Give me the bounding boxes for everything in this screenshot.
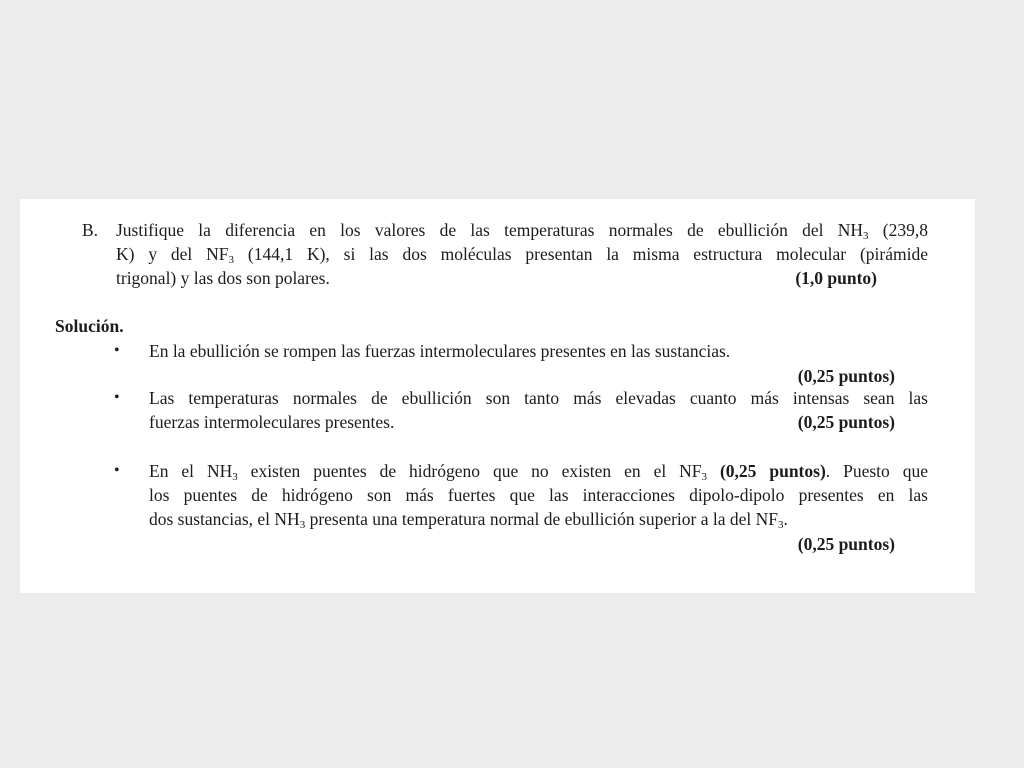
- question-points: (1,0 punto): [795, 268, 877, 288]
- bullet-3-line-1: En el $NH_3$ existen puentes de hidrógeno que no existen en el $NF_3$ (0,25 puntos). Puesto que: [149, 461, 928, 483]
- question-line-1: Justifique la diferencia en los valores de las temperaturas normales de ebullición del $NH_3$ (239,8: [116, 220, 928, 242]
- bullet-2-points: (0,25 puntos): [797, 412, 895, 432]
- bullet-3-points: (0,25 puntos): [797, 534, 895, 554]
- bullet-2-line-2: fuerzas intermoleculares presentes.: [149, 412, 395, 432]
- bullet-marker: •: [114, 342, 120, 359]
- bullet-3-line-3: dos sustancias, el $NH_3$ presenta una temperatura normal de ebullición superior a la del $NF_3$.: [149, 509, 788, 531]
- bullet-1-text: En la ebullición se rompen las fuerzas intermoleculares presentes en las sustancias.: [149, 341, 731, 361]
- document-page: [20, 199, 975, 593]
- bullet-2-line-1: Las temperaturas normales de ebullición son tanto más elevadas cuanto más intensas sean las: [149, 388, 928, 408]
- bullet-marker: •: [114, 389, 120, 406]
- question-letter: B.: [82, 220, 99, 240]
- question-line-2: K) y del $NF_3$ (144,1 K), si las dos moléculas presentan la misma estructura molecular (pirámide: [116, 244, 928, 266]
- bullet-marker: •: [114, 462, 120, 479]
- question-line-3: trigonal) y las dos son polares.: [116, 268, 330, 288]
- solution-heading: Solución.: [55, 316, 124, 336]
- bullet-1-points: (0,25 puntos): [797, 366, 895, 386]
- bullet-3-line-2: los puentes de hidrógeno son más fuertes que las interacciones dipolo-dipolo presentes en las: [149, 485, 928, 505]
